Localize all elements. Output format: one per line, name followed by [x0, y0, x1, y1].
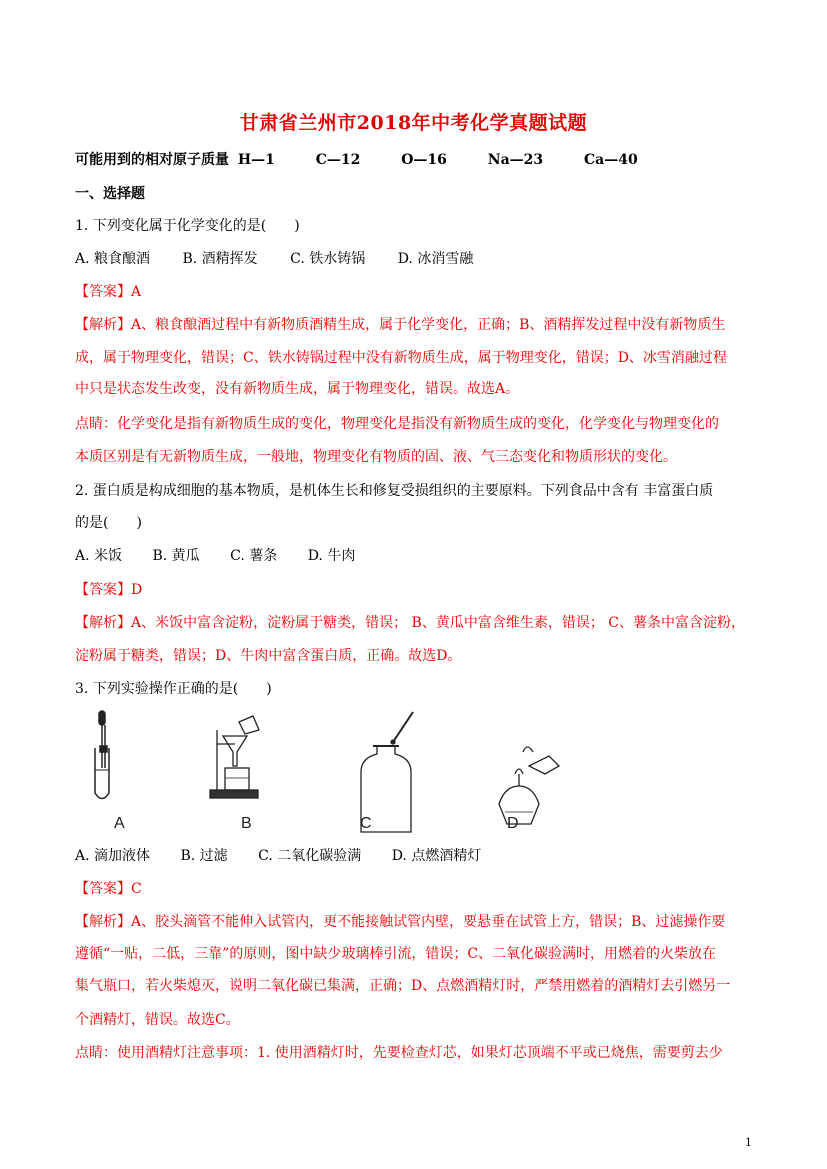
q1-option-d: D. 冰消雪融: [397, 251, 474, 267]
q3-analysis-line: 遵循“一贴，二低，三靠”的原则，图中缺少玻璃棒引流，错误；C、二氧化碳验满时，用燃着的火柴放在: [75, 946, 717, 962]
page-title: 甘肃省兰州市2018年中考化学真题试题: [239, 112, 588, 134]
figure-label-d: D: [507, 815, 519, 832]
atomic-masses-line: [75, 150, 755, 170]
q1-note-line: 点睛：化学变化是指有新物质生成的变化，物理变化是指没有新物质生成的变化，化学变化与物理变化的: [75, 416, 719, 432]
figure-label-a: A: [114, 815, 125, 832]
q3-note-line: 点睛：使用酒精灯注意事项：1. 使用酒精灯时，先要检查灯芯，如果灯芯顶端不平或已烧焦，需要剪去少: [75, 1045, 723, 1061]
q2-analysis-line: 【解析】A、米饭中富含淀粉，淀粉属于糖类，错误； B、黄瓜中富含维生素，错误； C、薯条中富含淀粉，: [75, 615, 746, 631]
q1-note-line: 本质区别是有无新物质生成，一般地，物理变化有物质的固、液、气三态变化和物质形状的变化。: [75, 449, 677, 465]
mass-o: O—16: [401, 152, 447, 168]
q1-analysis-line: 成，属于物理变化，错误；C、铁水铸锅过程中没有新物质生成，属于物理变化，错误；D、冰雪消融过程: [75, 350, 727, 366]
mass-c: C—12: [315, 152, 361, 168]
q3-option-c: C. 二氧化碳验满: [258, 848, 362, 864]
alcohol-lamps-icon: [499, 747, 559, 824]
atomic-masses-label: 可能用到的相对原子质量: [75, 152, 229, 168]
q3-option-a: A. 滴加液体: [75, 848, 151, 864]
mass-na: Na—23: [487, 152, 544, 168]
q2-stem-line: 的是( ): [75, 515, 142, 531]
q2-option-c: C. 薯条: [230, 548, 278, 564]
q3-analysis-line: 集气瓶口，若火柴熄灭，说明二氧化碳已集满，正确；D、点燃酒精灯时，严禁用燃着的酒精灯去引燃另一: [75, 978, 731, 994]
section-heading: 一、选择题: [75, 186, 145, 202]
figure-label-b: B: [241, 815, 252, 832]
q3-stem: 3. 下列实验操作正确的是( ): [75, 681, 272, 697]
q2-options: [75, 546, 755, 566]
q2-option-d: D. 牛肉: [307, 548, 356, 564]
q1-analysis-line: 中只是状态发生改变，没有新物质生成，属于物理变化，错误。故选A。: [75, 381, 520, 397]
q3-option-b: B. 过滤: [180, 848, 228, 864]
figure-label-c: C: [360, 815, 372, 832]
q3-analysis-line: 个酒精灯，错误。故选C。: [75, 1012, 240, 1028]
q2-answer: 【答案】D: [75, 582, 143, 598]
q3-options: [75, 846, 755, 866]
q2-option-b: B. 黄瓜: [152, 548, 200, 564]
q1-analysis-line: 【解析】A、粮食酿酒过程中有新物质酒精生成，属于化学变化，正确；B、酒精挥发过程中没有新物质生: [75, 317, 726, 333]
q3-option-d: D. 点燃酒精灯: [391, 848, 482, 864]
gas-bottle-icon: [361, 712, 413, 832]
q1-answer: 【答案】A: [75, 284, 142, 300]
dropper-test-tube-icon: [95, 711, 109, 799]
q3-lab-figure: [75, 708, 575, 838]
q1-option-c: C. 铁水铸锅: [290, 251, 366, 267]
filtration-setup-icon: [210, 716, 259, 798]
q2-analysis-line: 淀粉属于糖类，错误；D、牛肉中富含蛋白质，正确。故选D。: [75, 648, 462, 664]
page-number: 1: [745, 1136, 752, 1149]
q1-options: [75, 249, 755, 269]
q1-option-a: A. 粮食酿酒: [75, 251, 151, 267]
q3-answer: 【答案】C: [75, 881, 142, 897]
mass-h: H—1: [237, 152, 275, 168]
q1-stem: 1. 下列变化属于化学变化的是( ): [75, 218, 300, 234]
mass-ca: Ca—40: [584, 152, 638, 168]
q2-stem-line: 2. 蛋白质是构成细胞的基本物质，是机体生长和修复受损组织的主要原料。下列食品中含有 丰富蛋白质: [75, 483, 714, 499]
q2-option-a: A. 米饭: [75, 548, 123, 564]
q1-option-b: B. 酒精挥发: [182, 251, 258, 267]
q3-analysis-line: 【解析】A、胶头滴管不能伸入试管内，更不能接触试管内壁，要悬垂在试管上方，错误；B、过滤操作要: [75, 914, 726, 930]
